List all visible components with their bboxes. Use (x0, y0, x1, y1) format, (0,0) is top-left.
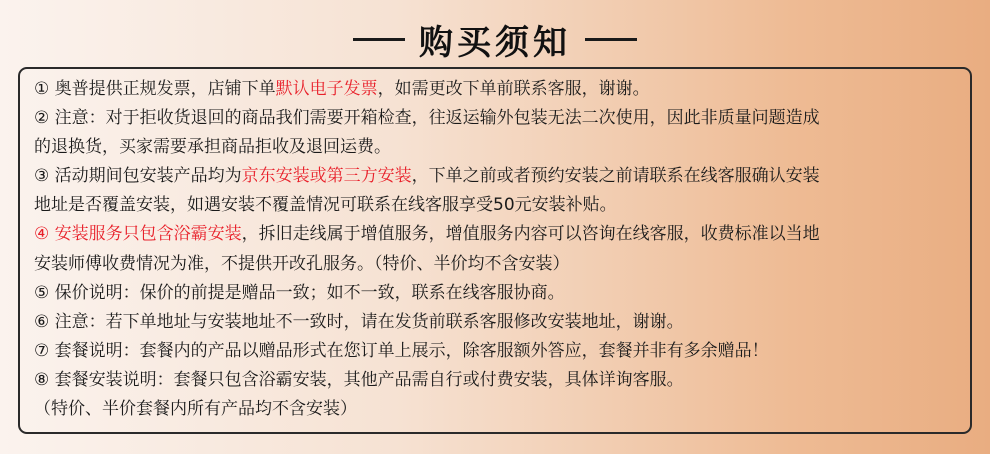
title-right-rule (585, 38, 637, 41)
notice-line: ② 注意：对于拒收货退回的商品我们需要开箱检查，往返运输外包装无法二次使用，因此非质量问题造成 (34, 108, 820, 129)
page-title: 购买须知 (419, 22, 571, 63)
header (0, 14, 990, 64)
notice-line: ④ 安装服务只包含浴霸安装，拆旧走线属于增值服务，增值服务内容可以咨询在线客服，收费标准以当地 (34, 224, 820, 245)
title-left-rule (353, 38, 405, 41)
notice-box (18, 67, 972, 434)
notice-line: ① 奥普提供正规发票，店铺下单默认电子发票，如需更改下单前联系客服，谢谢。 (34, 79, 650, 99)
notice-line: 地址是否覆盖安装，如遇安装不覆盖情况可联系在线客服享受50元安装补贴。 (34, 195, 617, 216)
notice-line: （特价、半价套餐内所有产品均不含安装） (34, 399, 357, 420)
notice-line: ③ 活动期间包安装产品均为京东安装或第三方安装，下单之前或者预约安装之前请联系在线客服确认安装 (34, 166, 820, 187)
notice-line: 安装师傅收费情况为准，不提供开改孔服务。（特价、半价均不含安装） (34, 253, 570, 274)
notice-line: ⑦ 套餐说明：套餐内的产品以赠品形式在您订单上展示，除客服额外答应，套餐并非有多余赠品！ (34, 340, 769, 361)
notice-line: ⑧ 套餐安装说明：套餐只包含浴霸安装，其他产品需自行或付费安装，具体详询客服。 (34, 369, 684, 390)
notice-line: ⑤ 保价说明：保价的前提是赠品一致；如不一致，联系在线客服协商。 (34, 282, 565, 303)
notice-line: ⑥ 注意：若下单地址与安装地址不一致时，请在发货前联系客服修改安装地址，谢谢。 (34, 311, 684, 332)
notice-line: 的退换货，买家需要承担商品拒收及退回运费。 (34, 137, 391, 158)
